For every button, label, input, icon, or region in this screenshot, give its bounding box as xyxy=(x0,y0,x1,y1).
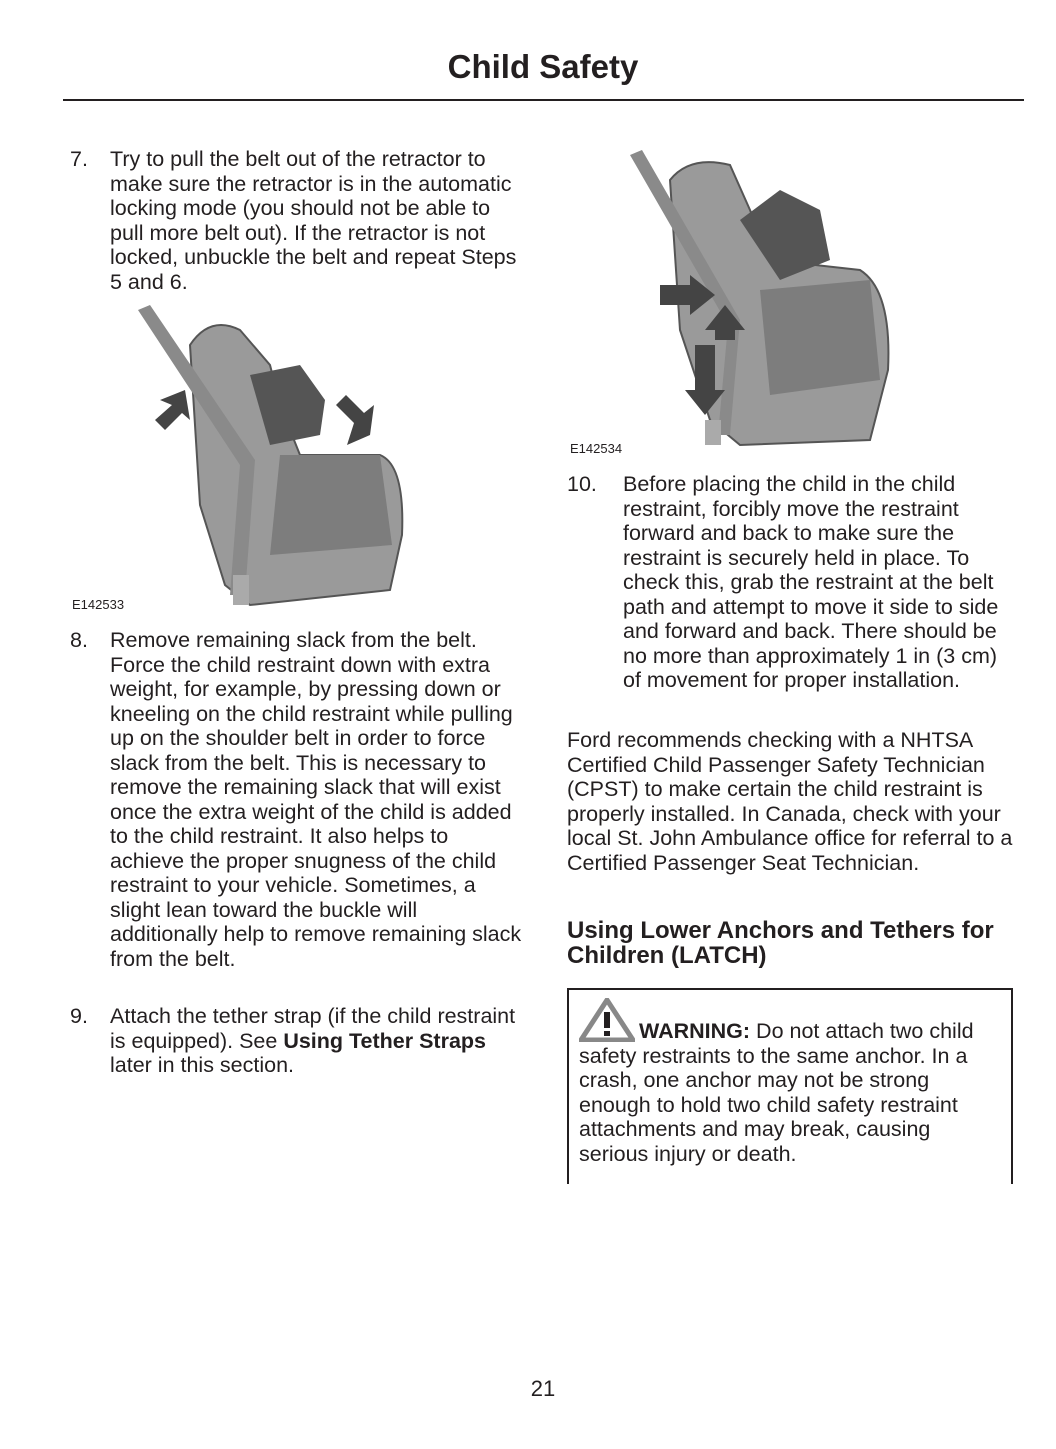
step-text: Attach the tether strap (if the child restraint is equipped). See xyxy=(110,1004,516,1053)
figure-id-left: E142533 xyxy=(72,597,125,612)
step-9 xyxy=(70,1004,522,1078)
step-number: 7. xyxy=(70,147,88,171)
section-heading: Using Lower Anchors and Tethers for Children (LATCH) xyxy=(567,917,994,969)
cross-reference-link[interactable]: Using Tether Straps xyxy=(283,1028,487,1053)
child-seat-illustration-left xyxy=(130,305,420,610)
warning-text: Do not attach two child safety restraints to the same anchor. In a crash, one anchor may not be strong enough to hold two child safety restraint attachments and may break, causing serious injury or death. xyxy=(579,1019,974,1166)
step-8 xyxy=(70,628,522,971)
step-text: Remove remaining slack from the belt. Force the child restraint down with extra weight, for example, by pressing down or kneeling on the child restraint while pulling up on the shoulder belt in order to force slack from the belt. This is necessary to remove the remaining slack that will exist once the extra weight of the child is added to the child restraint. It also helps to achieve the proper snugness of the child restraint to your vehicle. Sometimes, a slight lean toward the buckle will additionally help to remove remaining slack from the belt. xyxy=(110,628,522,971)
step-number: 10. xyxy=(567,472,597,496)
warning-box xyxy=(567,988,1013,1184)
header-rule xyxy=(63,99,1024,101)
step-7 xyxy=(70,147,522,294)
step-number: 9. xyxy=(70,1004,88,1028)
page-title: Child Safety xyxy=(447,48,639,85)
warning-triangle-icon xyxy=(579,998,635,1042)
child-seat-illustration-right xyxy=(630,150,910,450)
warning-label: WARNING: xyxy=(639,1019,751,1043)
step-number: 8. xyxy=(70,628,88,652)
recommendation-paragraph: Ford recommends checking with a NHTSA Certified Child Passenger Safety Technician (CPST) to make certain the child restraint is properly installed. In Canada, check with your local St. John Ambulance office for referral to a Certified Passenger Seat Technician. xyxy=(567,728,1013,875)
step-text: Before placing the child in the child restraint, forcibly move the restraint forward and back to make sure the restraint is securely held in place. To check this, grab the restraint at the belt path and attempt to move it side to side and forward and back. There should be no more than approximately 1 in (3 cm) of movement for proper installation. xyxy=(623,472,999,692)
page-number: 21 xyxy=(530,1376,556,1401)
step-text: Try to pull the belt out of the retractor to make sure the retractor is in the automatic locking mode (you should not be able to pull more belt out). If the retractor is not locked, unbuckle the belt and repeat Steps 5 and 6. xyxy=(110,147,517,294)
step-10 xyxy=(567,472,1019,693)
step-text-end: later in this section. xyxy=(110,1053,295,1077)
figure-id-right: E142534 xyxy=(570,441,623,456)
